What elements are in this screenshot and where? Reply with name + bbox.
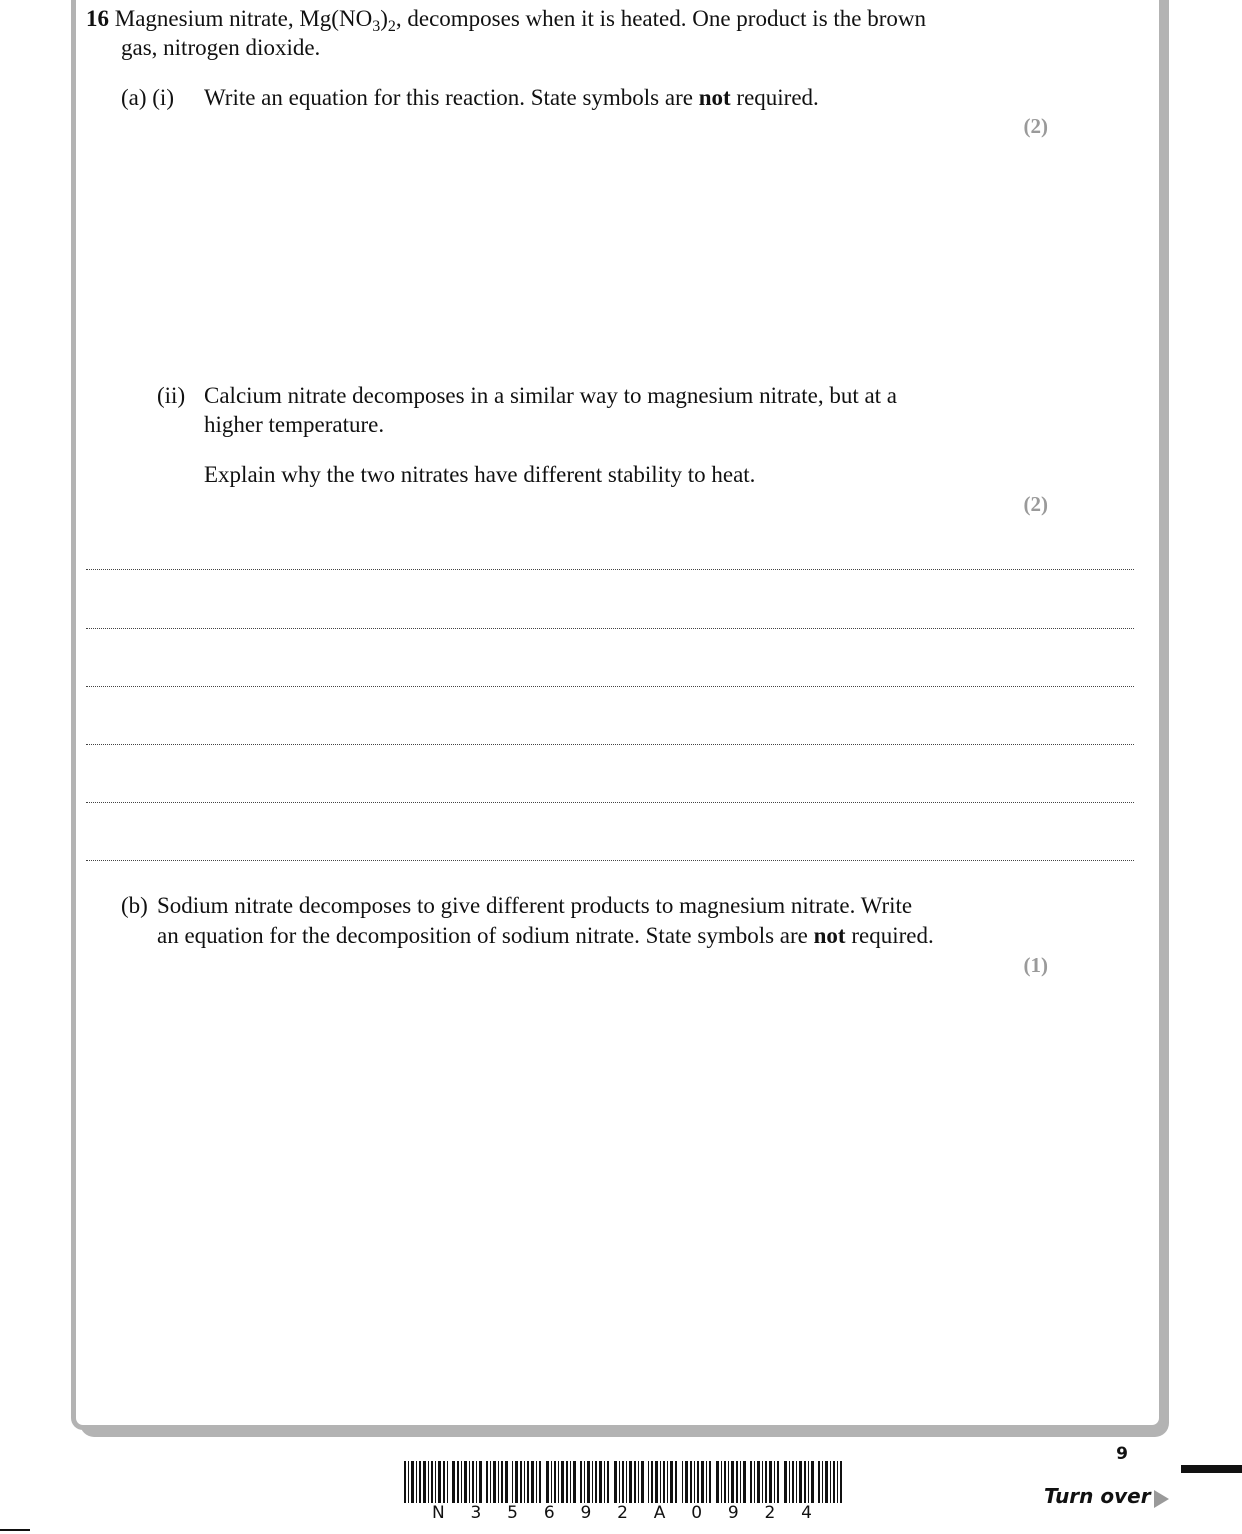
turn-over-arrow-icon[interactable] (1154, 1490, 1169, 1508)
part-a-ii-line1: Calcium nitrate decomposes in a similar way to magnesium nitrate, but at a (204, 383, 898, 408)
part-b-answer-space[interactable] (86, 990, 1134, 1390)
question-intro-line2: gas, nitrogen dioxide. (121, 35, 321, 60)
part-a-ii-question: Explain why the two nitrates have different stability to heat. (204, 462, 756, 487)
part-a-i-marks: (2) (1023, 114, 1048, 138)
answer-line[interactable] (86, 802, 1134, 803)
part-a-i-label: (a) (i) (121, 85, 174, 110)
answer-line[interactable] (86, 686, 1134, 687)
part-a-ii-line2: higher temperature. (204, 412, 385, 437)
question-number: 16 (86, 6, 109, 31)
page-edge-marker (1181, 1465, 1242, 1473)
part-a-ii-marks: (2) (1023, 492, 1048, 516)
part-b-label: (b) (121, 893, 148, 918)
part-b-line2: an equation for the decomposition of sodium nitrate. State symbols are not required. (157, 923, 934, 948)
page-number: 9 (1116, 1444, 1128, 1464)
turn-over-label[interactable]: Turn over (1044, 1484, 1151, 1508)
answer-line[interactable] (86, 860, 1134, 861)
answer-line[interactable] (86, 569, 1134, 570)
corner-mark (0, 1529, 30, 1531)
answer-line[interactable] (86, 744, 1134, 745)
part-a-i-answer-space[interactable] (86, 150, 1134, 370)
barcode (404, 1461, 842, 1503)
part-b-line1: Sodium nitrate decomposes to give different products to magnesium nitrate. Write (157, 893, 913, 918)
part-a-ii-label: (ii) (157, 383, 186, 408)
barcode-text: N 3 5 6 9 2 A 0 9 2 4 (432, 1503, 812, 1523)
answer-line[interactable] (86, 628, 1134, 629)
part-b-marks: (1) (1023, 953, 1048, 977)
part-a-i-text: Write an equation for this reaction. State symbols are not required. (204, 85, 819, 110)
question-intro: 16 Magnesium nitrate, $Mg(NO_3)_2$, decomposes when it is heated. One product is the brown (86, 6, 927, 35)
